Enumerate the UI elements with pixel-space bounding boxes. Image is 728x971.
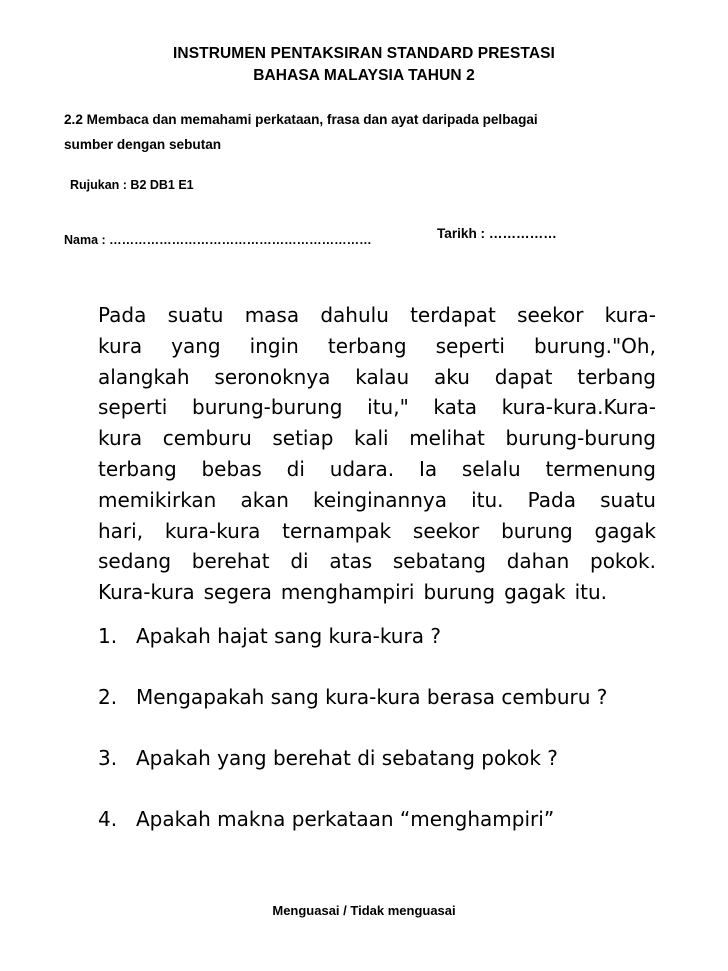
- learning-standard-line: sumber dengan sebutan: [64, 137, 222, 152]
- passage-word: memikirkan: [98, 487, 217, 512]
- passage-word: suatu: [167, 303, 224, 327]
- passage-word: pokok.: [590, 549, 656, 574]
- passage-word: dapat: [494, 364, 553, 389]
- question-4: [98, 807, 554, 831]
- passage-line: [98, 300, 656, 331]
- passage-word: yang: [171, 333, 221, 358]
- passage-line: [98, 516, 656, 547]
- question-2: [98, 685, 607, 709]
- passage-word: seperti: [435, 333, 505, 358]
- passage-word: seronoknya: [214, 364, 331, 389]
- passage-word: seperti: [98, 395, 168, 420]
- passage-word: melihat: [409, 426, 485, 451]
- document-subtitle: BAHASA MALAYSIA TAHUN 2: [253, 67, 475, 84]
- question-number: 2.: [98, 685, 118, 709]
- question-text: Apakah yang berehat di sebatang pokok ?: [136, 746, 558, 770]
- passage-word: Kura-kura: [98, 580, 195, 605]
- passage-word: dahulu: [320, 303, 389, 327]
- passage-word: kura: [98, 333, 143, 358]
- passage-word: dahan: [506, 549, 570, 574]
- learning-standard-line: 2.2 Membaca dan memahami perkataan, frasa dan ayat daripada pelbagai: [64, 112, 538, 127]
- passage-word: di: [290, 549, 309, 574]
- date-field: Tarikh : ……………: [437, 226, 557, 241]
- passage-word: ternampak: [282, 518, 392, 543]
- passage-word: seekor: [412, 518, 480, 543]
- passage-word: gagak: [594, 518, 656, 543]
- passage-word: alangkah: [98, 364, 190, 389]
- passage-word: berehat: [191, 549, 270, 574]
- learning-standard: [64, 107, 664, 157]
- passage-word: terdapat: [410, 303, 496, 327]
- passage-word: segera: [203, 580, 272, 605]
- passage-word: termenung: [545, 456, 656, 481]
- passage-word: keinginannya: [312, 487, 448, 512]
- passage-line: [98, 485, 656, 516]
- passage-word: itu,": [367, 395, 409, 420]
- passage-word: akan: [240, 487, 289, 512]
- passage-word: setiap: [272, 426, 334, 451]
- passage-word: burung: [423, 580, 496, 605]
- passage-word: kura-kura.Kura-: [501, 395, 656, 420]
- reading-passage: [98, 300, 656, 608]
- passage-line: [98, 454, 656, 485]
- question-1: [98, 624, 441, 648]
- passage-word: itu.: [471, 487, 504, 512]
- passage-word: kura: [98, 426, 143, 451]
- passage-word: seekor: [517, 303, 584, 327]
- passage-line: [98, 577, 656, 608]
- passage-word: Ia: [418, 456, 438, 481]
- passage-line: [98, 423, 656, 454]
- passage-word: terbang: [98, 456, 177, 481]
- passage-word: udara.: [329, 456, 395, 481]
- reference-code: Rujukan : B2 DB1 E1: [70, 178, 194, 192]
- passage-word: Pada: [527, 487, 577, 512]
- question-text: Mengapakah sang kura-kura berasa cemburu ?: [136, 685, 608, 709]
- passage-word: kali: [354, 426, 389, 451]
- passage-word: kalau: [355, 364, 410, 389]
- assessment-status: Menguasai / Tidak menguasai: [272, 903, 456, 918]
- passage-word: burung-burung: [505, 426, 656, 451]
- question-3: [98, 746, 558, 770]
- passage-line: [98, 546, 656, 577]
- passage-word: di: [286, 456, 305, 481]
- passage-word: sedang: [98, 549, 172, 574]
- passage-word: kura-kura: [164, 518, 261, 543]
- passage-word: hari,: [98, 518, 144, 543]
- passage-line: [98, 362, 656, 393]
- question-number: 4.: [98, 807, 118, 831]
- passage-word: Pada: [98, 303, 147, 327]
- passage-word: gagak: [504, 580, 566, 605]
- passage-word: kura-: [604, 303, 656, 327]
- passage-word: suatu: [600, 487, 656, 512]
- passage-word: aku: [434, 364, 470, 389]
- passage-word: kata: [433, 395, 478, 420]
- passage-word: itu.: [574, 580, 607, 605]
- passage-word: terbang: [327, 333, 407, 358]
- passage-word: bebas: [201, 456, 262, 481]
- passage-line: [98, 392, 656, 423]
- passage-word: burung."Oh,: [533, 333, 656, 358]
- passage-word: atas: [329, 549, 373, 574]
- passage-word: burung-burung: [192, 395, 343, 420]
- passage-word: menghampiri: [280, 580, 415, 605]
- passage-word: terbang: [577, 364, 656, 389]
- passage-word: burung: [501, 518, 573, 543]
- document-title: INSTRUMEN PENTAKSIRAN STANDARD PRESTASI: [173, 45, 555, 62]
- passage-word: ingin: [249, 333, 299, 358]
- question-text: Apakah hajat sang kura-kura ?: [136, 624, 441, 648]
- passage-word: sebatang: [392, 549, 486, 574]
- passage-word: cemburu: [162, 426, 252, 451]
- name-field: Nama : ………………………………………………………: [64, 233, 372, 247]
- passage-word: selalu: [461, 456, 521, 481]
- question-number: 3.: [98, 746, 118, 770]
- passage-word: masa: [244, 303, 300, 327]
- question-text: Apakah makna perkataan “menghampiri”: [136, 807, 555, 831]
- question-number: 1.: [98, 624, 118, 648]
- passage-line: [98, 331, 656, 362]
